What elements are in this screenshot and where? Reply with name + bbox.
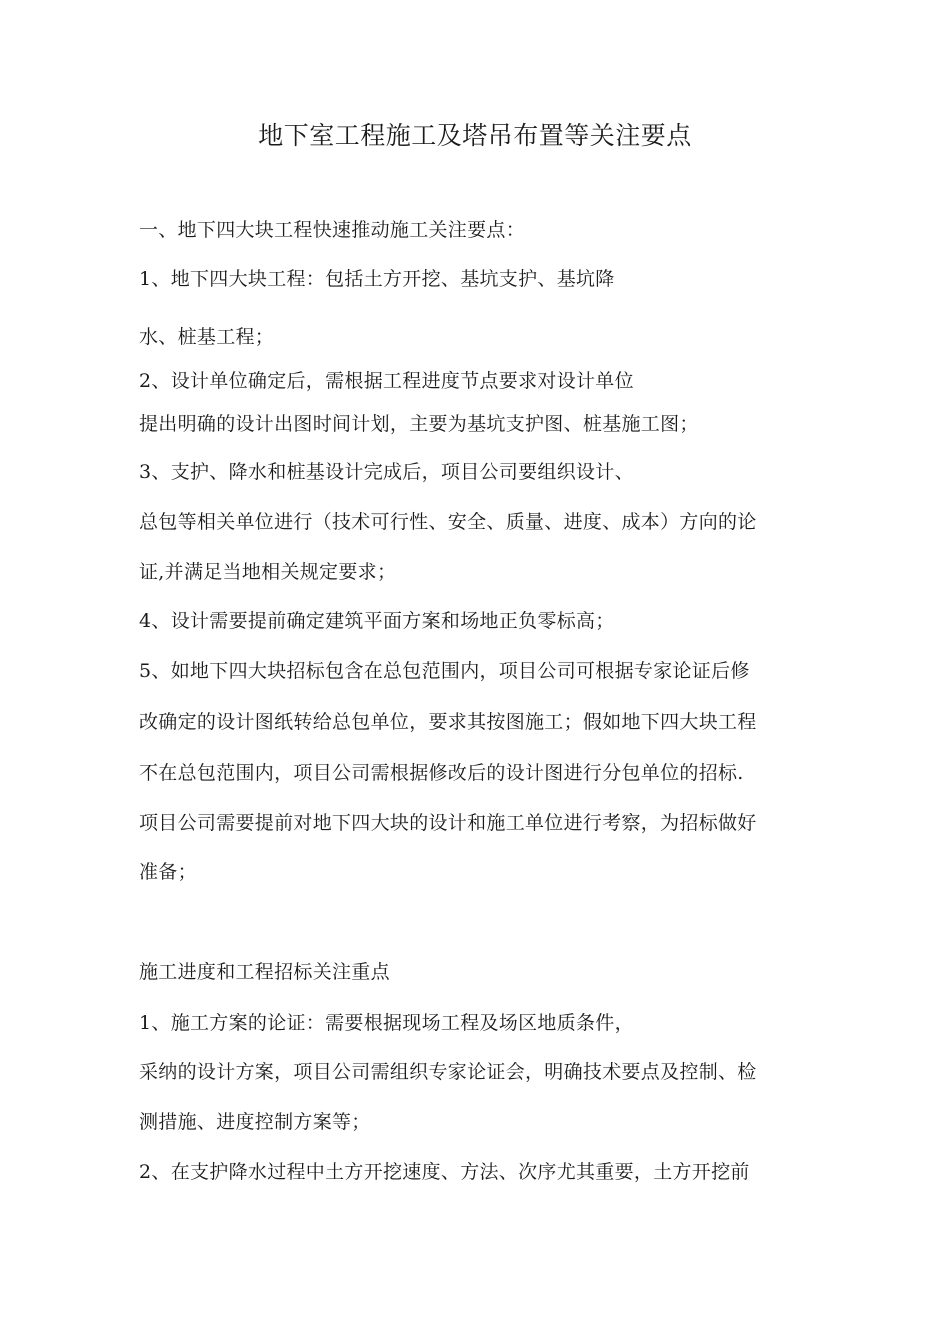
paragraph-line: 项目公司需要提前对地下四大块的设计和施工单位进行考察，为招标做好 [139,812,757,834]
paragraph-line: 水、桩基工程； [139,326,275,348]
paragraph-line: 总包等相关单位进行（技术可行性、安全、质量、进度、成本）方向的论 [139,511,757,533]
section-heading-2: 施工进度和工程招标关注重点 [139,961,390,983]
paragraph-line: 1、地下四大块工程：包括土方开挖、基坑支护、基坑降 [139,268,615,290]
paragraph-line: 证,并满足当地相关规定要求； [139,561,397,583]
paragraph-line: 采纳的设计方案，项目公司需组织专家论证会，明确技术要点及控制、检 [139,1061,757,1083]
paragraph-line: 不在总包范围内，项目公司需根据修改后的设计图进行分包单位的招标. [139,762,744,784]
document-title: 地下室工程施工及塔吊布置等关注要点 [258,121,692,150]
paragraph-line: 2、在支护降水过程中土方开挖速度、方法、次序尤其重要，土方开挖前 [139,1161,750,1183]
paragraph-line: 4、设计需要提前确定建筑平面方案和场地正负零标高； [139,610,615,632]
paragraph-line: 改确定的设计图纸转给总包单位，要求其按图施工；假如地下四大块工程 [139,711,757,733]
paragraph-line: 准备； [139,861,197,883]
paragraph-line: 5、如地下四大块招标包含在总包范围内，项目公司可根据专家论证后修 [139,660,750,682]
paragraph-line: 3、支护、降水和桩基设计完成后，项目公司要组织设计、 [139,461,634,483]
paragraph-line: 1、施工方案的论证：需要根据现场工程及场区地质条件， [139,1012,634,1034]
paragraph-line: 测措施、进度控制方案等； [139,1111,371,1133]
paragraph-line: 提出明确的设计出图时间计划，主要为基坑支护图、桩基施工图； [139,413,699,435]
paragraph-line: 2、设计单位确定后，需根据工程进度节点要求对设计单位 [139,370,634,392]
section-heading-1: 一、地下四大块工程快速推动施工关注要点： [139,219,526,241]
